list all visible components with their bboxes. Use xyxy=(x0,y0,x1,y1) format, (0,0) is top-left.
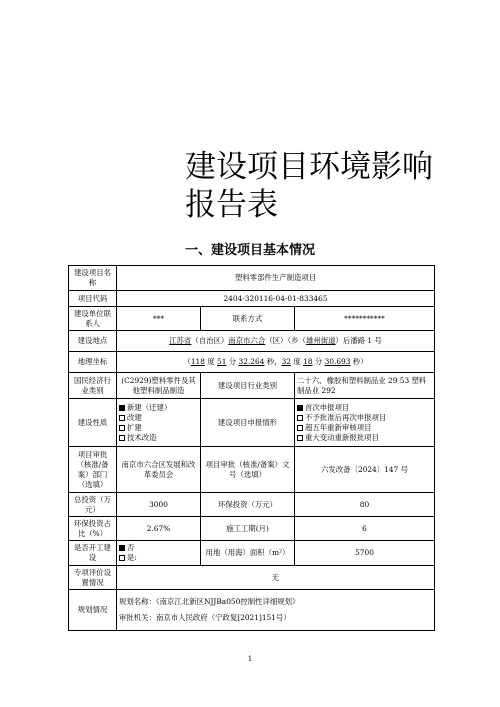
declare-option: 超五年重新审核项目 xyxy=(297,423,432,433)
checkbox-icon xyxy=(297,435,303,441)
nature-options xyxy=(117,399,201,447)
checkbox-icon xyxy=(297,425,303,431)
table-row xyxy=(69,590,435,631)
started-option: 是: xyxy=(119,553,198,563)
nature-option: 新建（迁建） xyxy=(119,403,198,413)
plan-name: 规划名称：《南京江北新区NJJBa050控制性详细规划》 xyxy=(119,597,300,606)
table-row xyxy=(69,399,435,447)
project-name-label: 建设项目名称 xyxy=(69,266,117,291)
declare-label: 建设项目申报情形 xyxy=(201,399,295,447)
section-title: 一、建设项目基本情况 xyxy=(184,243,315,258)
invest-value: 3000 xyxy=(117,493,201,517)
period-label: 施工工期(月) xyxy=(201,517,295,541)
declare-options xyxy=(295,399,435,447)
page-number: 1 xyxy=(247,655,253,663)
industry-label: 国民经济行业类别 xyxy=(69,373,117,399)
table-row xyxy=(69,447,435,493)
table-row xyxy=(69,373,435,399)
location-value: 江苏省（自治区）南京市六合（区）（乡（雄州街道）后潘路 1 号 xyxy=(117,331,435,352)
contact-method-value: *********** xyxy=(295,307,435,331)
checkbox-checked-icon xyxy=(297,405,303,411)
contact-value: *** xyxy=(117,307,201,331)
plan-value xyxy=(117,590,435,631)
nature-option: 技术改造 xyxy=(119,433,198,443)
checkbox-checked-icon xyxy=(119,545,125,551)
location-label: 建设地点 xyxy=(69,331,117,352)
started-option: 否 xyxy=(119,543,198,553)
approval-dept-label: 项目审批（核准/备案）部门（选填） xyxy=(69,447,117,493)
checkbox-icon xyxy=(119,555,125,561)
env-invest-label: 环保投资（万元） xyxy=(201,493,295,517)
area-value: 5700 xyxy=(295,541,435,566)
project-info-table xyxy=(68,265,435,631)
project-industry-label: 建设项目行业类别 xyxy=(201,373,295,399)
started-options xyxy=(117,541,201,566)
table-row xyxy=(69,541,435,566)
table-row xyxy=(69,266,435,291)
approval-no-label: 项目审批（核准/备案）文号（选填） xyxy=(201,447,295,493)
nature-option: 改建 xyxy=(119,413,198,423)
table-row xyxy=(69,517,435,541)
table-row xyxy=(69,352,435,373)
started-label: 是否开工建设 xyxy=(69,541,117,566)
project-code-value: 2404-320116-04-01-833465 xyxy=(117,291,435,307)
industry-value: (C2929)塑料零件及其他塑料制品制造 xyxy=(117,373,201,399)
checkbox-icon xyxy=(119,435,125,441)
table-row xyxy=(69,291,435,307)
checkbox-icon xyxy=(119,425,125,431)
special-value: 无 xyxy=(117,566,435,590)
env-invest-value: 80 xyxy=(295,493,435,517)
declare-option: 不予批准后再次申报项目 xyxy=(297,413,432,423)
table-row xyxy=(69,331,435,352)
invest-label: 总投资（万元） xyxy=(69,493,117,517)
plan-authority: 审批机关：南京市人民政府（宁政复[2021]151号） xyxy=(119,613,291,622)
contact-method-label: 联系方式 xyxy=(201,307,295,331)
nature-label: 建设性质 xyxy=(69,399,117,447)
document-title: 建设项目环境影响报告表 xyxy=(185,149,433,223)
project-code-label: 项目代码 xyxy=(69,291,117,307)
table-row xyxy=(69,566,435,590)
checkbox-checked-icon xyxy=(119,405,125,411)
table-row xyxy=(69,493,435,517)
project-name-value: 塑料零部件生产制造项目 xyxy=(117,266,435,291)
declare-option: 首次申报项目 xyxy=(297,403,432,413)
nature-option: 扩建 xyxy=(119,423,198,433)
approval-no-value: 六发改备〔2024〕147 号 xyxy=(295,447,435,493)
plan-label: 规划情况 xyxy=(69,590,117,631)
area-label: 用地（用海）面积（m²） xyxy=(201,541,295,566)
env-ratio-value: 2.67% xyxy=(117,517,201,541)
checkbox-icon xyxy=(297,415,303,421)
declare-option: 重大变动重新报批项目 xyxy=(297,433,432,443)
project-industry-value: 二十六、橡胶和塑料制品业 29 53 塑料制品业 292 xyxy=(295,373,435,399)
table-row xyxy=(69,307,435,331)
contact-label: 建设单位联系人 xyxy=(69,307,117,331)
checkbox-icon xyxy=(119,415,125,421)
coords-value: （118 度 51 分 32.264 秒，32 度 18 分 30.693 秒） xyxy=(117,352,435,373)
period-value: 6 xyxy=(295,517,435,541)
coords-label: 地理坐标 xyxy=(69,352,117,373)
approval-dept-value: 南京市六合区发展和改革委员会 xyxy=(117,447,201,493)
special-label: 专项评价设置情况 xyxy=(69,566,117,590)
env-ratio-label: 环保投资占比（%） xyxy=(69,517,117,541)
